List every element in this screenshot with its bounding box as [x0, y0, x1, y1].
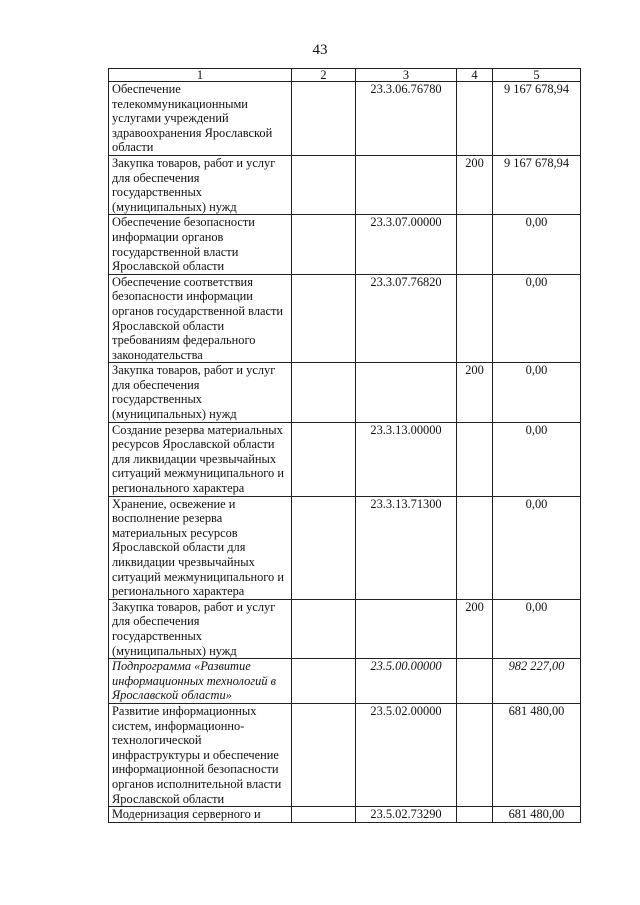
row-name-cell: Закупка товаров, работ и услуг для обеспечения государственных (муниципальных) нужд: [109, 363, 292, 422]
row-name-cell: Модернизация серверного и: [109, 807, 292, 823]
row-name-cell: Подпрограмма «Развитие информационных технологий в Ярославской области»: [109, 659, 292, 704]
row-column-2-cell: [292, 659, 356, 704]
table-header-row: [109, 69, 581, 82]
table-row: [109, 422, 581, 496]
table-row: [109, 703, 581, 806]
row-name-cell: Обеспечение соответствия безопасности информации органов государственной власти Ярославской области требованиям федерального законодательства: [109, 274, 292, 363]
row-code-cell: 23.3.06.76780: [356, 82, 457, 156]
row-column-2-cell: [292, 155, 356, 214]
row-amount-cell: 982 227,00: [493, 659, 581, 704]
row-column-2-cell: [292, 599, 356, 658]
table-row: [109, 363, 581, 422]
row-column-2-cell: [292, 496, 356, 599]
row-name-cell: Закупка товаров, работ и услуг для обеспечения государственных (муниципальных) нужд: [109, 599, 292, 658]
table-row: [109, 155, 581, 214]
row-code-cell: [356, 363, 457, 422]
row-code-cell: 23.5.02.73290: [356, 807, 457, 823]
row-amount-cell: 0,00: [493, 422, 581, 496]
page-number: 43: [312, 42, 328, 58]
row-column-2-cell: [292, 215, 356, 274]
row-code-cell: 23.5.02.00000: [356, 703, 457, 806]
row-code-cell: [356, 155, 457, 214]
column-header-1: 1: [109, 69, 292, 82]
row-code-cell: 23.3.07.76820: [356, 274, 457, 363]
row-amount-cell: 9 167 678,94: [493, 82, 581, 156]
table-row: [109, 807, 581, 823]
column-header-3: 3: [356, 69, 457, 82]
row-expense-type-cell: [457, 422, 493, 496]
row-name-cell: Закупка товаров, работ и услуг для обеспечения государственных (муниципальных) нужд: [109, 155, 292, 214]
row-expense-type-cell: 200: [457, 363, 493, 422]
row-name-cell: Обеспечение телекоммуникационными услугами учреждений здравоохранения Ярославской области: [109, 82, 292, 156]
row-amount-cell: 0,00: [493, 215, 581, 274]
row-code-cell: 23.5.00.00000: [356, 659, 457, 704]
row-column-2-cell: [292, 703, 356, 806]
row-name-cell: Хранение, освежение и восполнение резерва материальных ресурсов Ярославской области для ликвидации чрезвычайных ситуаций межмуниципального и регионального характера: [109, 496, 292, 599]
row-column-2-cell: [292, 807, 356, 823]
row-amount-cell: 0,00: [493, 599, 581, 658]
row-expense-type-cell: [457, 703, 493, 806]
row-expense-type-cell: [457, 82, 493, 156]
row-code-cell: [356, 599, 457, 658]
row-amount-cell: 0,00: [493, 274, 581, 363]
column-header-4: 4: [457, 69, 493, 82]
row-column-2-cell: [292, 82, 356, 156]
column-header-5: 5: [493, 69, 581, 82]
row-column-2-cell: [292, 363, 356, 422]
row-expense-type-cell: [457, 274, 493, 363]
row-code-cell: 23.3.13.00000: [356, 422, 457, 496]
table-row: [109, 215, 581, 274]
budget-table: [108, 68, 581, 823]
row-expense-type-cell: [457, 807, 493, 823]
row-code-cell: 23.3.07.00000: [356, 215, 457, 274]
table-row: [109, 496, 581, 599]
row-code-cell: 23.3.13.71300: [356, 496, 457, 599]
row-expense-type-cell: [457, 215, 493, 274]
row-name-cell: Развитие информационных систем, информационно-технологической инфраструктуры и обеспечение информационной безопасности органов исполнительной власти Ярославской области: [109, 703, 292, 806]
table-row: [109, 274, 581, 363]
row-expense-type-cell: 200: [457, 599, 493, 658]
row-name-cell: Обеспечение безопасности информации органов государственной власти Ярославской области: [109, 215, 292, 274]
row-column-2-cell: [292, 422, 356, 496]
row-amount-cell: 0,00: [493, 363, 581, 422]
row-amount-cell: 0,00: [493, 496, 581, 599]
column-header-2: 2: [292, 69, 356, 82]
row-column-2-cell: [292, 274, 356, 363]
table-row: [109, 599, 581, 658]
table-row: [109, 659, 581, 704]
row-amount-cell: 681 480,00: [493, 807, 581, 823]
table-row: [109, 82, 581, 156]
row-expense-type-cell: [457, 496, 493, 599]
row-expense-type-cell: 200: [457, 155, 493, 214]
row-name-cell: Создание резерва материальных ресурсов Ярославской области для ликвидации чрезвычайных ситуаций межмуниципального и регионального характера: [109, 422, 292, 496]
row-amount-cell: 9 167 678,94: [493, 155, 581, 214]
row-expense-type-cell: [457, 659, 493, 704]
row-amount-cell: 681 480,00: [493, 703, 581, 806]
